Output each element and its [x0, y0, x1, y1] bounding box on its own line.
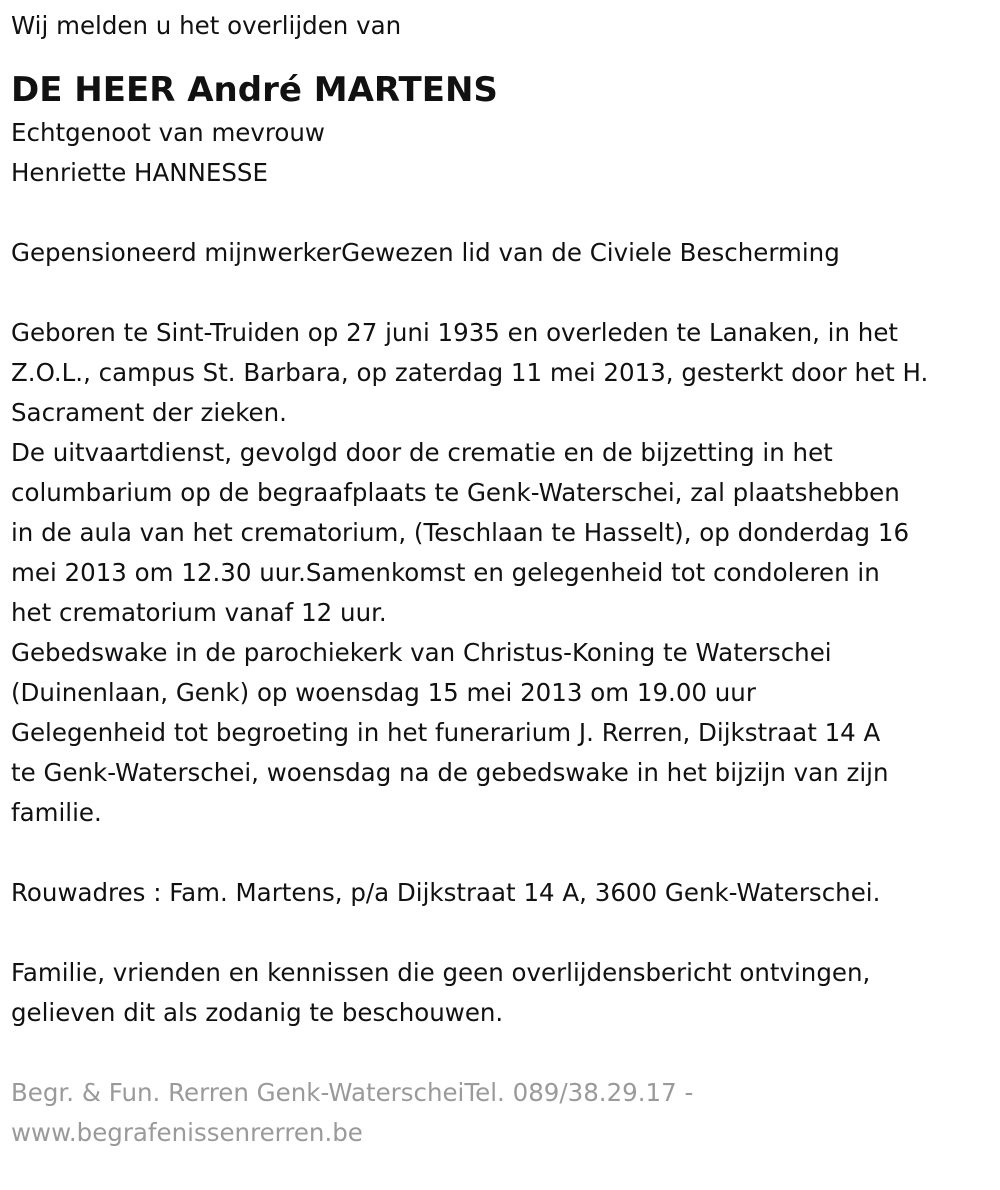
details-line: Sacrament der zieken. — [11, 398, 287, 427]
spacer — [11, 913, 989, 953]
notice-line: gelieven dit als zodanig te beschouwen. — [11, 998, 504, 1027]
details-line: mei 2013 om 12.30 uur.Samenkomst en gelegenheid tot condoleren in — [11, 558, 880, 587]
details-line: Z.O.L., campus St. Barbara, op zaterdag 11 mei 2013, gesterkt door het H. — [11, 358, 929, 387]
spacer — [11, 273, 989, 313]
details-line: columbarium op de begraafplaats te Genk-Waterschei, zal plaatshebben — [11, 478, 900, 507]
spacer — [11, 193, 989, 233]
footer-website: www.begrafenissenrerren.be — [11, 1118, 363, 1147]
details-line: familie. — [11, 798, 102, 827]
footer-contact: Begr. & Fun. Rerren Genk-WaterscheiTel. 089/38.29.17 - — [11, 1078, 694, 1107]
notice-block — [11, 953, 989, 1033]
details-line: het crematorium vanaf 12 uur. — [11, 598, 387, 627]
notice-line: Familie, vrienden en kennissen die geen overlijdensbericht ontvingen, — [11, 958, 871, 987]
mourning-address: Rouwadres : Fam. Martens, p/a Dijkstraat 14 A, 3600 Genk-Waterschei. — [11, 878, 881, 907]
spacer — [11, 833, 989, 873]
spouse-line-2: Henriette HANNESSE — [11, 158, 268, 187]
details-line: (Duinenlaan, Genk) op woensdag 15 mei 2013 om 19.00 uur — [11, 678, 756, 707]
details-line: Gelegenheid tot begroeting in het funerarium J. Rerren, Dijkstraat 14 A — [11, 718, 881, 747]
occupation-text: Gepensioneerd mijnwerkerGewezen lid van de Civiele Bescherming — [11, 238, 840, 267]
details-block — [11, 313, 989, 833]
details-line: te Genk-Waterschei, woensdag na de gebedswake in het bijzijn van zijn — [11, 758, 889, 787]
spouse-line-1: Echtgenoot van mevrouw — [11, 118, 325, 147]
intro-text: Wij melden u het overlijden van — [11, 11, 402, 40]
details-line: in de aula van het crematorium, (Teschlaan te Hasselt), op donderdag 16 — [11, 518, 910, 547]
funeral-home-footer — [11, 1073, 989, 1153]
spacer — [11, 1033, 989, 1073]
details-line: Gebedswake in de parochiekerk van Christus-Koning te Waterschei — [11, 638, 832, 667]
details-line: Geboren te Sint-Truiden op 27 juni 1935 en overleden te Lanaken, in het — [11, 318, 899, 347]
details-line: De uitvaartdienst, gevolgd door de crematie en de bijzetting in het — [11, 438, 833, 467]
deceased-name: DE HEER André MARTENS — [11, 70, 498, 110]
